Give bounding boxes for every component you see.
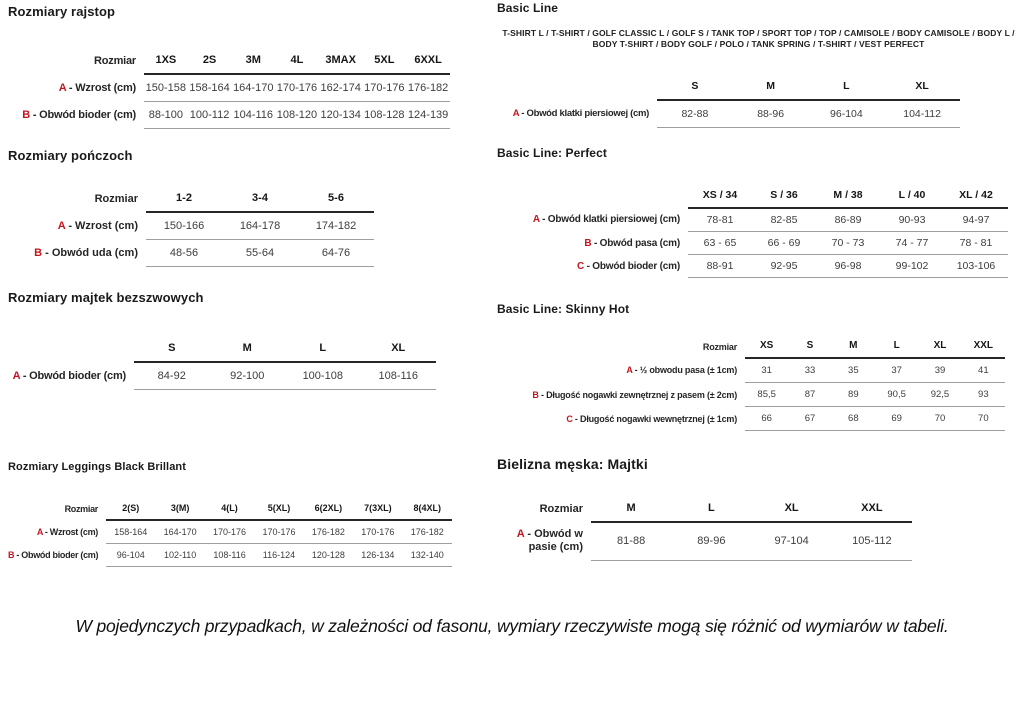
size-value: 33 <box>788 358 831 383</box>
table-row <box>8 520 452 544</box>
size-value: 176-182 <box>403 520 452 544</box>
measurement-row-label: B - Obwód bioder (cm) <box>22 109 136 121</box>
measurement-letter: B <box>584 237 592 249</box>
size-column-header: XS <box>745 335 788 358</box>
size-value: 82-85 <box>752 208 816 232</box>
size-value: 108-116 <box>205 544 254 567</box>
size-column-header: 6XXL <box>406 48 450 74</box>
measurement-letter: A <box>512 108 519 120</box>
size-value: 67 <box>788 407 831 431</box>
size-value: 48-56 <box>146 240 222 267</box>
size-value: 78 - 81 <box>944 232 1008 255</box>
size-value: 158-164 <box>188 74 232 102</box>
size-value: 176-182 <box>406 74 450 102</box>
size-column-header: XL <box>884 74 960 100</box>
size-column-header: 3(M) <box>155 498 204 520</box>
size-value: 35 <box>832 358 875 383</box>
size-value: 63 - 65 <box>688 232 752 255</box>
measurement-row-label: B - Obwód uda (cm) <box>34 247 138 259</box>
size-column-header: M <box>733 74 809 100</box>
size-value: 96-98 <box>816 255 880 278</box>
size-column-header: 1XS <box>144 48 188 74</box>
size-value: 82-88 <box>657 100 733 128</box>
size-value: 69 <box>875 407 918 431</box>
size-value: 90-93 <box>880 208 944 232</box>
size-value: 92-100 <box>210 362 286 390</box>
table-row <box>8 102 450 129</box>
size-column-header: S <box>788 335 831 358</box>
table-corner-label <box>8 336 134 362</box>
size-column-header: M / 38 <box>816 184 880 208</box>
size-value: 108-120 <box>275 102 319 129</box>
size-column-header: XXL <box>832 496 912 522</box>
seamless-briefs-size-table <box>8 336 436 390</box>
size-value: 105-112 <box>832 522 912 560</box>
size-value: 103-106 <box>944 255 1008 278</box>
size-value: 78-81 <box>688 208 752 232</box>
table-row <box>497 407 1005 431</box>
table-row <box>8 362 436 390</box>
measurement-row-label: A - Wzrost (cm) <box>58 81 136 94</box>
size-column-header: XL / 42 <box>944 184 1008 208</box>
size-value: 94-97 <box>944 208 1008 232</box>
size-column-header: L <box>671 496 751 522</box>
measurement-row-label: A - Obwód klatki piersiowej (cm) <box>512 108 649 120</box>
size-value: 176-182 <box>304 520 353 544</box>
size-value: 102-110 <box>155 544 204 567</box>
section-title: Rozmiary rajstop <box>8 4 116 19</box>
section-tights-sizes <box>8 4 450 129</box>
section-title: Basic Line: Perfect <box>497 146 607 160</box>
size-column-header: 5-6 <box>298 186 374 212</box>
section-title: Basic Line <box>497 1 559 15</box>
size-table <box>8 498 452 567</box>
size-value: 68 <box>832 407 875 431</box>
size-column-header: XXL <box>962 335 1005 358</box>
table-row <box>497 358 1005 383</box>
measurement-letter: B <box>8 550 15 560</box>
size-value: 90,5 <box>875 383 918 407</box>
size-column-header: 4(L) <box>205 498 254 520</box>
table-corner-label: Rozmiar <box>539 502 583 515</box>
table-row <box>497 208 1008 232</box>
table-corner-label: Rozmiar <box>64 504 98 514</box>
tights-size-table <box>8 48 450 129</box>
size-value: 104-116 <box>231 102 275 129</box>
measurement-row-label: B - Długość nogawki zewnętrznej z pasem (± 2cm) <box>532 389 737 400</box>
size-table <box>497 335 1005 431</box>
size-value: 170-176 <box>254 520 303 544</box>
size-value: 86-89 <box>816 208 880 232</box>
table-row <box>8 240 374 267</box>
size-column-header: 3M <box>231 48 275 74</box>
section-title: Rozmiary majtek bezszwowych <box>8 290 204 305</box>
measurement-row-label: A - Wzrost (cm) <box>57 219 138 232</box>
size-column-header: 3MAX <box>319 48 363 74</box>
size-value: 64-76 <box>298 240 374 267</box>
size-column-header: S <box>134 336 210 362</box>
measurement-row-label: C - Długość nogawki wewnętrznej (± 1cm) <box>566 413 737 424</box>
size-table <box>8 336 436 390</box>
size-value: 124-139 <box>406 102 450 129</box>
size-value: 66 - 69 <box>752 232 816 255</box>
disclaimer-footnote: W pojedynczych przypadkach, w zależności od fasonu, wymiary rzeczywiste mogą się różnić od wymiarów w tabeli. <box>75 616 949 636</box>
table-row <box>497 232 1008 255</box>
section-mens-briefs <box>497 456 912 561</box>
section-title: Rozmiary Leggings Black Brillant <box>8 461 187 473</box>
size-column-header: 2(S) <box>106 498 155 520</box>
size-table <box>8 48 450 129</box>
size-column-header: M <box>832 335 875 358</box>
section-seamless-briefs-sizes <box>8 290 436 390</box>
size-column-header: 7(3XL) <box>353 498 402 520</box>
measurement-letter: A <box>532 214 540 226</box>
measurement-letter: C <box>576 260 584 272</box>
table-corner-label: Rozmiar <box>94 193 138 205</box>
table-corner-label <box>497 184 688 208</box>
measurement-letter: A <box>58 81 67 94</box>
measurement-letter: A <box>516 528 525 540</box>
size-value: 88-96 <box>733 100 809 128</box>
size-column-header: L / 40 <box>880 184 944 208</box>
size-column-header: 2S <box>188 48 232 74</box>
size-value: 89-96 <box>671 522 751 560</box>
size-column-header: S <box>657 74 733 100</box>
measurement-row-label: B - Obwód bioder (cm) <box>8 550 99 560</box>
size-value: 84-92 <box>134 362 210 390</box>
measurement-row-label: A - Obwód klatki piersiowej (cm) <box>532 214 680 226</box>
size-value: 99-102 <box>880 255 944 278</box>
size-value: 88-100 <box>144 102 188 129</box>
size-value: 150-166 <box>146 212 222 240</box>
size-value: 74 - 77 <box>880 232 944 255</box>
measurement-letter: B <box>22 109 30 121</box>
size-value: 116-124 <box>254 544 303 567</box>
mens-briefs-size-table <box>497 496 912 561</box>
size-column-header: S / 36 <box>752 184 816 208</box>
section-basic-line-skinny-hot <box>497 302 1005 431</box>
measurement-row-label: A - ½ obwodu pasa (± 1cm) <box>626 365 737 376</box>
skinny-hot-size-table <box>497 335 1005 431</box>
measurement-letter: B <box>532 389 539 400</box>
size-value: 162-174 <box>319 74 363 102</box>
size-value: 150-158 <box>144 74 188 102</box>
table-corner-label <box>497 74 657 100</box>
size-column-header: L <box>809 74 885 100</box>
leggings-size-table <box>8 498 452 567</box>
section-title: Basic Line: Skinny Hot <box>497 302 630 316</box>
table-corner-label: Rozmiar <box>702 341 737 352</box>
size-value: 120-128 <box>304 544 353 567</box>
size-value: 96-104 <box>106 544 155 567</box>
size-value: 174-182 <box>298 212 374 240</box>
size-column-header: XL <box>752 496 832 522</box>
size-column-header: L <box>875 335 918 358</box>
size-value: 170-176 <box>205 520 254 544</box>
size-value: 100-112 <box>188 102 232 129</box>
size-value: 31 <box>745 358 788 383</box>
size-value: 100-108 <box>285 362 361 390</box>
size-value: 97-104 <box>752 522 832 560</box>
size-value: 88-91 <box>688 255 752 278</box>
size-value: 41 <box>962 358 1005 383</box>
measurement-letter: A <box>36 526 43 537</box>
measurement-row-label: C - Obwód bioder (cm) <box>576 260 680 272</box>
table-corner-label: Rozmiar <box>94 55 136 67</box>
size-value: 104-112 <box>884 100 960 128</box>
section-leggings-sizes <box>8 460 452 567</box>
size-value: 66 <box>745 407 788 431</box>
section-basic-line-perfect <box>497 146 1008 278</box>
measurement-letter: A <box>57 219 66 232</box>
size-value: 92-95 <box>752 255 816 278</box>
table-row <box>8 74 450 102</box>
size-table <box>497 74 960 128</box>
table-row <box>497 255 1008 278</box>
size-column-header: XL <box>918 335 961 358</box>
measurement-letter: C <box>566 413 573 424</box>
size-column-header: 8(4XL) <box>403 498 452 520</box>
size-value: 92,5 <box>918 383 961 407</box>
size-column-header: 6(2XL) <box>304 498 353 520</box>
measurement-row-label: A - Obwód w pasie (cm) <box>516 528 583 553</box>
size-value: 120-134 <box>319 102 363 129</box>
size-value: 70 <box>962 407 1005 431</box>
size-column-header: 5XL <box>363 48 407 74</box>
basic-line-size-table <box>497 74 960 128</box>
size-column-header: L <box>285 336 361 362</box>
size-value: 89 <box>832 383 875 407</box>
size-value: 85,5 <box>745 383 788 407</box>
size-value: 170-176 <box>353 520 402 544</box>
size-value: 93 <box>962 383 1005 407</box>
size-value: 170-176 <box>275 74 319 102</box>
size-value: 164-178 <box>222 212 298 240</box>
size-value: 132-140 <box>403 544 452 567</box>
table-row <box>8 544 452 567</box>
size-column-header: 5(XL) <box>254 498 303 520</box>
table-row <box>8 212 374 240</box>
size-value: 70 <box>918 407 961 431</box>
measurement-row-label: B - Obwód pasa (cm) <box>584 237 680 249</box>
size-column-header: XL <box>361 336 437 362</box>
size-table <box>497 496 912 561</box>
size-value: 70 - 73 <box>816 232 880 255</box>
table-row <box>497 100 960 128</box>
size-value: 37 <box>875 358 918 383</box>
size-column-header: 1-2 <box>146 186 222 212</box>
size-value: 108-116 <box>361 362 437 390</box>
size-value: 55-64 <box>222 240 298 267</box>
measurement-row-label: A - Obwód bioder (cm) <box>12 369 126 382</box>
perfect-size-table <box>497 184 1008 278</box>
size-value: 126-134 <box>353 544 402 567</box>
size-column-header: 3-4 <box>222 186 298 212</box>
size-table <box>497 184 1008 278</box>
size-value: 158-164 <box>106 520 155 544</box>
size-value: 108-128 <box>363 102 407 129</box>
size-column-header: XS / 34 <box>688 184 752 208</box>
table-row <box>497 522 912 560</box>
size-column-header: M <box>591 496 671 522</box>
section-title: Rozmiary pończoch <box>8 148 133 163</box>
size-column-header: M <box>210 336 286 362</box>
size-value: 164-170 <box>155 520 204 544</box>
section-title: Bielizna męska: Majtki <box>497 456 648 472</box>
size-value: 81-88 <box>591 522 671 560</box>
size-value: 170-176 <box>363 74 407 102</box>
size-value: 164-170 <box>231 74 275 102</box>
stockings-size-table <box>8 186 374 267</box>
size-value: 96-104 <box>809 100 885 128</box>
size-value: 87 <box>788 383 831 407</box>
section-stockings-sizes <box>8 148 374 267</box>
size-table <box>8 186 374 267</box>
measurement-letter: A <box>626 365 633 376</box>
basic-line-product-list: T-SHIRT L / T-SHIRT / GOLF CLASSIC L / GOLF S / TANK TOP / SPORT TOP / TOP / CAMISOLE / BODY CAMISOLE / BODY L / BODY T-SHIRT / BODY GOLF / POLO / TANK SPRING / T-SHIRT / VEST PERFECT <box>502 28 1015 49</box>
size-column-header: 4L <box>275 48 319 74</box>
measurement-letter: B <box>34 247 43 259</box>
measurement-letter: A <box>12 369 20 382</box>
measurement-row-label: A - Wzrost (cm) <box>36 526 98 537</box>
size-value: 39 <box>918 358 961 383</box>
section-basic-line <box>497 1 1020 128</box>
table-row <box>497 383 1005 407</box>
